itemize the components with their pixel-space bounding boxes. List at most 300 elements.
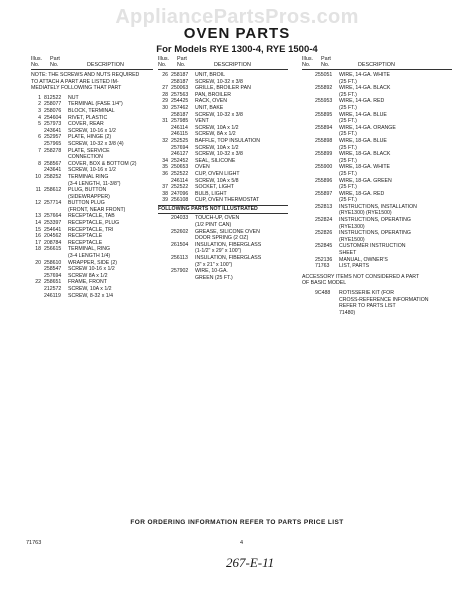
part-no (171, 248, 195, 255)
part-no (315, 145, 339, 152)
parts-row (158, 118, 288, 125)
parts-row (302, 125, 452, 132)
part-no (315, 79, 339, 86)
description: COVER, REAR (68, 121, 104, 128)
illus-no (158, 215, 171, 222)
illus-no (158, 229, 171, 236)
part-no (44, 207, 68, 214)
parts-row (158, 178, 288, 185)
parts-row (158, 105, 288, 112)
description: INSTRUCTIONS, INSTALLATION (339, 203, 417, 210)
description: (25 FT.) (339, 91, 357, 98)
part-no (44, 253, 68, 260)
part-no: 252522 (171, 170, 189, 177)
parts-row (158, 248, 288, 255)
description: (FRONT, NEAR FRONT) (68, 206, 126, 213)
parts-row (158, 125, 288, 132)
illus-no (158, 242, 171, 249)
part-no: 252813 (315, 203, 333, 210)
parts-row (302, 92, 452, 99)
illus-no (302, 224, 315, 231)
illus-no (302, 297, 315, 304)
description: WIRE, 14-GA. ORANGE (339, 124, 396, 131)
part-no: 812522 (44, 94, 62, 101)
part-no (44, 154, 68, 161)
description: SCREW, 10-32 x 3/8 (4) (68, 140, 124, 147)
parts-row (158, 92, 288, 99)
part-no (315, 237, 339, 244)
parts-row (31, 207, 153, 214)
parts-row (158, 164, 288, 171)
part-no: 255899 (315, 151, 333, 158)
parts-row (302, 243, 452, 250)
parts-row (31, 200, 153, 207)
description: SCREW, 10A x 1/2 (195, 124, 239, 131)
illus-no (302, 230, 315, 237)
description: INSTRUCTIONS, OPERATING (339, 230, 411, 237)
description: WIRE, 18-GA. BLACK (339, 151, 391, 158)
parts-row (158, 158, 288, 165)
description: CUP, OVEN THERMOSTAT (195, 197, 260, 204)
illus-no: 7 (38, 147, 41, 154)
parts-row (158, 151, 288, 158)
illus-no (31, 128, 44, 135)
description: CONNECTION (68, 154, 103, 161)
parts-row (302, 164, 452, 171)
illus-no: 15 (35, 226, 41, 233)
description: (RYE1300) (339, 223, 365, 230)
part-no: 255051 (315, 72, 333, 78)
illus-no (302, 145, 315, 152)
part-no: 257462 (171, 104, 189, 111)
illus-no: 22 (35, 279, 41, 286)
description: LIST, PARTS (339, 263, 370, 270)
parts-row (31, 240, 153, 247)
description: (25 FT.) (339, 184, 357, 191)
parts-row (158, 184, 288, 191)
illus-no (31, 266, 44, 273)
description: BLOCK, TERMINAL (68, 107, 115, 114)
part-no (315, 131, 339, 138)
parts-row (31, 121, 153, 128)
illus-no (31, 286, 44, 293)
parts-column-1 (31, 56, 153, 299)
part-no (315, 92, 339, 99)
description: FRAME, FRONT (68, 279, 107, 286)
part-no: 250063 (171, 85, 189, 92)
parts-row (302, 197, 452, 204)
illus-no: 30 (162, 104, 168, 111)
description: BUTTON PLUG (68, 200, 105, 207)
parts-row (31, 286, 153, 293)
illus-no (31, 181, 44, 188)
description: PAN, BROILER (195, 91, 231, 98)
part-no (315, 310, 339, 317)
description: INSULATION, FIBERGLASS (195, 241, 262, 248)
illus-no (302, 105, 315, 112)
description: VENT (195, 118, 209, 125)
part-no: 252845 (315, 243, 333, 250)
parts-list (31, 95, 153, 299)
description: SCREW, 8-32 x 1/4 (68, 292, 113, 299)
description: BULB, LIGHT (195, 190, 227, 197)
parts-row (158, 145, 288, 152)
part-no: 9C488 (315, 290, 331, 296)
description: (SIDEWRAPPER) (68, 193, 110, 200)
part-no: 204033 (171, 215, 189, 222)
column-header: Illus. Part No. No. DESCRIPTION (31, 56, 153, 70)
part-no (315, 303, 339, 310)
part-no (315, 105, 339, 112)
illus-no (302, 112, 315, 119)
description: SCREW, 10-32 x 3/8 (195, 151, 243, 158)
parts-row (158, 215, 288, 222)
part-no: 255895 (315, 111, 333, 118)
parts-row (158, 72, 288, 79)
part-no (315, 250, 339, 257)
illus-no: 4 (38, 114, 41, 121)
description: CUSTOMER INSTRUCTION (339, 243, 406, 250)
illus-no: 8 (38, 160, 41, 167)
illus-no: 18 (35, 246, 41, 253)
illus-no: 26 (162, 72, 168, 78)
description: 71480) (339, 309, 356, 316)
illus-no (158, 222, 171, 229)
illus-no (302, 210, 315, 217)
parts-row (302, 297, 452, 304)
illus-no: 10 (35, 173, 41, 180)
parts-row (302, 224, 452, 231)
illus-no: 34 (162, 157, 168, 164)
illus-no (302, 79, 315, 86)
description: WIRE, 18-GA. GREEN (339, 177, 392, 184)
description: COVER, BOX & BOTTOM (2) (68, 160, 137, 167)
part-no: 258547 (44, 266, 62, 273)
illus-no (302, 290, 315, 297)
parts-row (302, 138, 452, 145)
description: WIRE, 14-GA. BLUE (339, 111, 387, 118)
part-no: 254604 (44, 114, 62, 121)
part-no: 243641 (44, 167, 62, 174)
description: SCREW, 8A x 1/2 (195, 131, 236, 138)
illus-no (31, 207, 44, 214)
illus-no: 20 (35, 259, 41, 266)
part-no: 258252 (44, 173, 62, 180)
part-no: 257664 (44, 213, 62, 220)
description: GREASE, SILICONE OVEN (195, 228, 260, 235)
description: WIRE, 18-GA. RED (339, 190, 385, 197)
illus-no (302, 263, 315, 270)
part-no: 252602 (171, 228, 189, 235)
parts-row (302, 184, 452, 191)
description: (25 FT.) (339, 197, 357, 204)
part-no (171, 275, 195, 282)
part-no (315, 197, 339, 204)
parts-row (158, 222, 288, 229)
illus-no: 16 (35, 233, 41, 240)
illus-no (31, 141, 44, 148)
illus-no (158, 112, 171, 119)
parts-row (158, 171, 288, 178)
handwritten-annotation: 267-E-11 (226, 555, 275, 570)
illus-no (158, 125, 171, 132)
description: RIVET, PLASTIC (68, 114, 108, 121)
part-no: 261504 (171, 241, 189, 248)
part-no: 258651 (44, 279, 62, 286)
parts-row (158, 85, 288, 92)
parts-row (302, 131, 452, 138)
illus-no: 5 (38, 121, 41, 128)
part-no: 257965 (44, 140, 62, 147)
part-no: 258567 (44, 160, 62, 167)
part-no: 258278 (44, 147, 62, 154)
part-no: 254641 (44, 226, 62, 233)
description: (25 FT.) (339, 104, 357, 111)
part-no: 258610 (44, 259, 62, 266)
illus-no (302, 184, 315, 191)
parts-row (302, 112, 452, 119)
description: RECEPTACLE, TRI (68, 226, 114, 233)
part-no (315, 297, 339, 304)
illus-no (31, 293, 44, 300)
illus-no (302, 138, 315, 145)
illus-no (302, 204, 315, 211)
illus-no (302, 92, 315, 99)
description: RECEPTACLE (68, 233, 103, 240)
part-no (44, 181, 68, 188)
part-no: 252824 (315, 217, 333, 224)
parts-row (31, 253, 153, 260)
description: UNIT, BROIL (195, 72, 225, 78)
column-header: Illus. Part No. No. DESCRIPTION (302, 56, 452, 70)
description: OVEN (195, 164, 210, 171)
parts-row (158, 268, 288, 275)
description: TERMINAL (FASE 1/4") (68, 101, 123, 108)
description: RACK, OVEN (195, 98, 227, 105)
parts-list (158, 215, 288, 281)
parts-row (158, 275, 288, 282)
description: RECEPTACLE, TAB (68, 213, 115, 220)
parts-row (158, 98, 288, 105)
parts-row (302, 79, 452, 86)
parts-column-2 (158, 56, 288, 281)
part-no: 258076 (44, 107, 62, 114)
part-no: 258187 (171, 72, 189, 78)
page-title: OVEN PARTS (183, 25, 291, 42)
illus-no (302, 178, 315, 185)
description: (25 FT.) (339, 157, 357, 164)
description: PLATE, SERVICE (68, 147, 110, 154)
watermark: AppliancePartsPros.com (115, 6, 359, 28)
parts-row (31, 141, 153, 148)
parts-row (302, 151, 452, 158)
illus-no (302, 217, 315, 224)
description: (3-4 LENGTH, 11-3/8") (68, 180, 121, 187)
description: INSULATION, FIBERGLASS (195, 255, 262, 262)
part-no: 258187 (171, 78, 189, 85)
parts-row (31, 181, 153, 188)
illus-no: 12 (35, 200, 41, 207)
parts-row (31, 213, 153, 220)
description: (25 FT.) (339, 144, 357, 151)
parts-row (302, 310, 452, 317)
parts-row (302, 145, 452, 152)
illus-no: 14 (35, 220, 41, 227)
part-no: 252136 (315, 256, 333, 263)
parts-row (302, 178, 452, 185)
page-subtitle: For Models RYE 1300-4, RYE 1500-4 (156, 44, 318, 55)
part-no: 257985 (171, 118, 189, 125)
part-no: 255898 (315, 137, 333, 144)
part-no: 204562 (44, 233, 62, 240)
part-no (171, 235, 195, 242)
illus-no: 11 (35, 187, 41, 194)
illus-no: 27 (162, 85, 168, 92)
parts-row (31, 273, 153, 280)
part-no (315, 184, 339, 191)
description: NUT (68, 94, 79, 101)
part-no: 246127 (171, 151, 189, 158)
description: RECEPTACLE, PLUG (68, 220, 120, 227)
description: PLUG, BUTTON (68, 187, 107, 194)
description: MANUAL, OWNER'S (339, 256, 388, 263)
parts-row (302, 105, 452, 112)
description: (3-4 LENGTH 1/4) (68, 253, 111, 260)
illus-no (302, 191, 315, 198)
parts-row (158, 229, 288, 236)
not-illustrated-heading: FOLLOWING PARTS NOT ILLUSTRATED (158, 205, 288, 215)
part-no: 257714 (44, 200, 62, 207)
illus-no: 39 (162, 197, 168, 204)
part-no (315, 210, 339, 217)
description: SCREW, 10A x 1/2 (68, 286, 112, 292)
description: SCREW 8A x 1/2 (68, 272, 108, 279)
description: (25 FT.) (339, 78, 357, 85)
illus-no (31, 154, 44, 161)
illus-no (158, 79, 171, 86)
illus-no: 37 (162, 184, 168, 191)
illus-no: 1 (38, 94, 41, 101)
part-no (315, 224, 339, 231)
description: SEAL, SILICONE (195, 157, 236, 164)
parts-list (302, 290, 452, 316)
part-no: 255892 (315, 85, 333, 92)
part-no: 255953 (315, 98, 333, 105)
description: REFER TO PARTS LIST (339, 303, 396, 310)
illus-no (302, 303, 315, 310)
description: WIRE, 14-GA. BLACK (339, 85, 391, 92)
description: SCREW, 10A x 1/2 (195, 144, 239, 151)
description: TOUCH-UP, OVEN (195, 215, 240, 222)
parts-row (302, 290, 452, 297)
illus-no: 6 (38, 134, 41, 141)
illus-no (31, 253, 44, 260)
illus-no: 35 (162, 164, 168, 171)
parts-row (158, 131, 288, 138)
parts-row (31, 101, 153, 108)
parts-row (302, 72, 452, 79)
parts-row (302, 230, 452, 237)
part-no: 257902 (171, 268, 189, 275)
parts-list (158, 72, 288, 204)
part-no: 252826 (315, 230, 333, 237)
description: WIRE, 18-GA. BLUE (339, 137, 387, 144)
description: SCREW, 10A x 5/8 (195, 177, 239, 184)
column-header: Illus. Part No. No. DESCRIPTION (158, 56, 288, 70)
description: WIRE, 18-GA. WHITE (339, 164, 391, 171)
parts-row (302, 303, 452, 310)
description: (3" x 21" x 100") (195, 261, 233, 268)
description: (1-1/2" x 29" x 100") (195, 248, 242, 255)
page-number: 4 (240, 540, 244, 546)
part-no (315, 158, 339, 165)
parts-row (302, 171, 452, 178)
illus-no: 3 (38, 107, 41, 114)
part-no: 255894 (315, 124, 333, 131)
parts-row (31, 95, 153, 102)
part-no: 255900 (315, 164, 333, 171)
part-no: 256113 (171, 255, 188, 262)
description: INSTRUCTIONS, OPERATING (339, 217, 411, 224)
description: WRAPPER, SIDE (2) (68, 259, 118, 266)
illus-no (302, 310, 315, 317)
parts-row (302, 257, 452, 264)
illus-no (302, 250, 315, 257)
illus-no (302, 118, 315, 125)
illus-no (302, 164, 315, 171)
illus-no (158, 262, 171, 269)
illus-no: 13 (35, 213, 41, 220)
parts-row (31, 260, 153, 267)
description: (1/2 PINT CAN) (195, 222, 232, 229)
illus-no (31, 194, 44, 201)
parts-row (31, 154, 153, 161)
part-no: 246115 (171, 131, 188, 138)
description: ROTISSERIE KIT (FOR (339, 290, 394, 296)
illus-no (302, 72, 315, 79)
part-no: 246119 (44, 292, 61, 299)
parts-row (158, 242, 288, 249)
illus-no (302, 151, 315, 158)
part-no (171, 262, 195, 269)
illus-no (158, 248, 171, 255)
part-no: 246114 (171, 124, 188, 131)
part-no: 71763 (315, 263, 330, 270)
parts-row (302, 85, 452, 92)
illus-no (302, 243, 315, 250)
description: SCREW, 10-32 x 3/8 (195, 78, 243, 85)
description: WIRE, 14-GA. RED (339, 98, 385, 105)
parts-row (158, 235, 288, 242)
parts-row (302, 191, 452, 198)
part-no (315, 118, 339, 125)
parts-row (302, 98, 452, 105)
description: (RYE1500) (339, 236, 365, 243)
parts-row (302, 118, 452, 125)
part-no: 252452 (171, 157, 189, 164)
illus-no: 36 (162, 170, 168, 177)
part-no: 256108 (171, 197, 189, 204)
parts-column-3 (302, 56, 452, 316)
description: (25 FT.) (339, 170, 357, 177)
screws-note: NOTE: THE SCREWS AND NUTS REQUIRED TO ATTACH A PART ARE LISTED IM- MEDIATELY FOLLOWING THAT PART (31, 72, 140, 92)
illus-no: 38 (162, 190, 168, 197)
parts-row (302, 250, 452, 257)
parts-row (31, 227, 153, 234)
parts-row (31, 220, 153, 227)
parts-row (158, 255, 288, 262)
parts-row (31, 233, 153, 240)
